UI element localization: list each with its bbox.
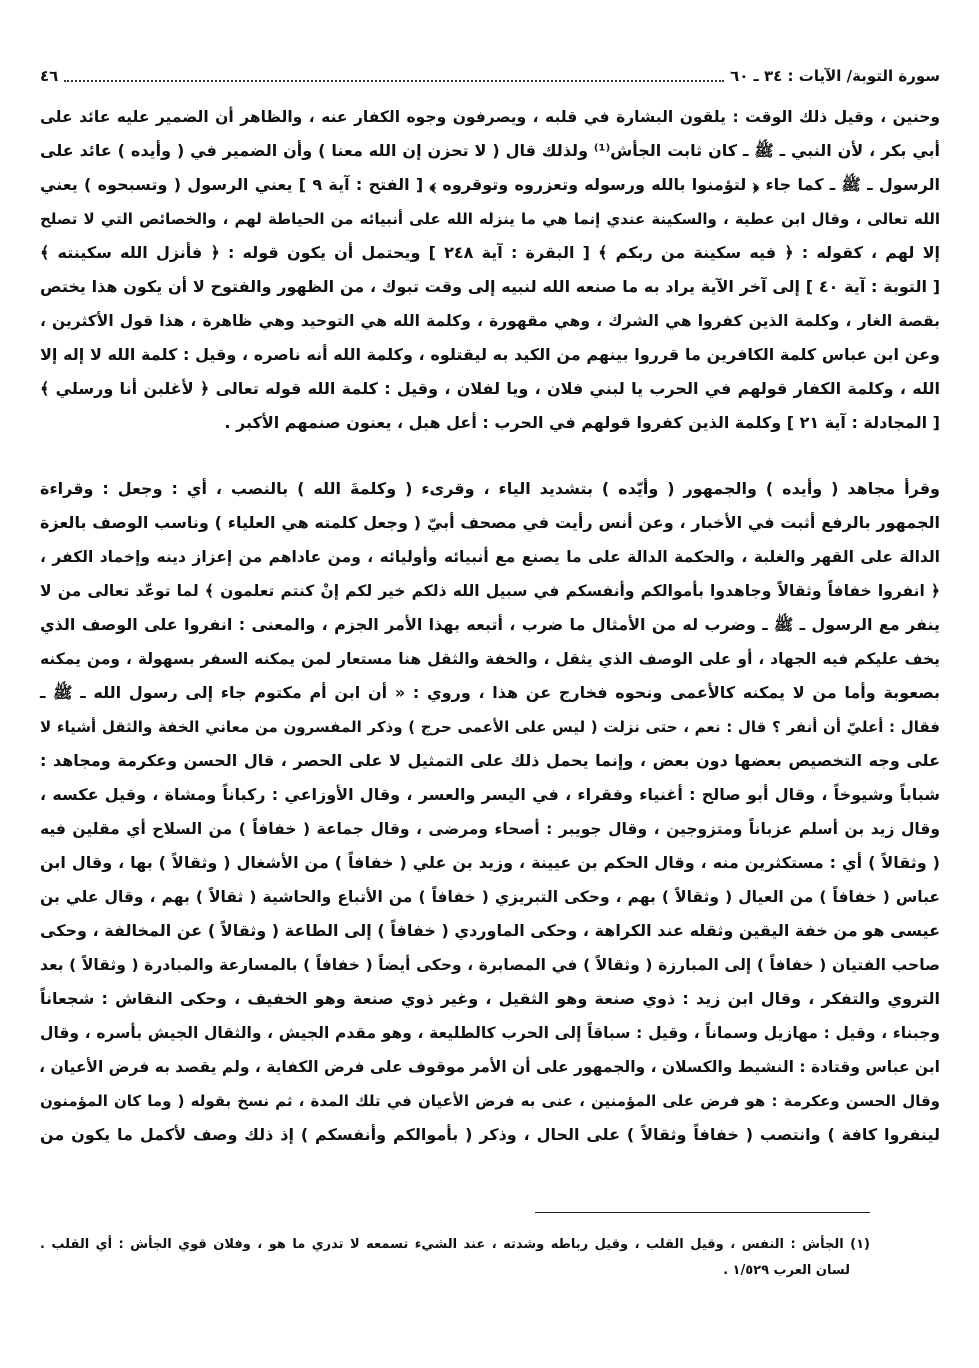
text-line: لينفروا كافة ) وانتصب ( خفافاً وثقالاً ) على الحال ، وذكر ( بأموالكم وأنفسكم ) إذ ذلك وصف لأكمل ما يكون من [40,1125,940,1144]
text-line: شباباً وشيوخاً ، وقال أبو صالح : أغنياء وفقراء ، في اليسر والعسر ، وقال الأوزاعي : ركباناً ومشاة ، وقيل عكسه ، [40,785,940,804]
text-line: فقال : أعليّ أن أنفر ؟ قال : نعم ، حتى نزلت ( ليس على الأعمى حرج ) وذكر المفسرون من معاني الخفة والثقل أشياء لا [40,718,940,736]
text-line: على وجه التخصيص بعضها دون بعض ، وإنما يحمل ذلك على التمثيل لا على الحصر ، قال الحسن وعكرمة ومجاهد : [40,751,940,770]
text-line: إلا لهم ، كقوله : ﴿ فيه سكينة من ربكم ﴾ [ البقرة : آية ٢٤٨ ] ويحتمل أن يكون قوله : ﴿ فأنزل الله سكينته ﴾ [40,243,940,262]
text-line: وقرأ مجاهد ( وأيده ) والجمهور ( وأيّده ) بتشديد الياء ، وقرىء ( وكلمةَ الله ) بالنصب ، أي : وجعل : وقراءة [40,479,940,498]
surah-title: سورة التوبة/ الآيات : ٣٤ ـ ٦٠ [730,67,940,85]
text-line: الدالة على القهر والغلبة ، والحكمة الدالة على ما يصنع مع أنبيائه وأوليائه ، ومن عاداهم من إعزاز دينه وإخماد الكفر ، [40,548,940,566]
text-line: الجمهور بالرفع أثبت في الأخبار ، وعن أنس رأيت في مصحف أبيّ ( وجعل كلمته هي العلياء ) وناسب الوصف بالعزة [40,513,940,532]
paragraph-1 [40,100,940,440]
text-line: [ التوبة : آية ٤٠ ] إلى آخر الآية يراد به ما صنعه الله لنبيه إلى وقت تبوك ، من الظهور والفتوح لا أن يكون هذا يختص [40,277,941,296]
text-line: الله تعالى ، وقال ابن عطية ، والسكينة عندي إنما هي ما ينزله الله على أنبيائه من الحياطة لهم ، والخصائص التي لا تصلح [40,210,940,228]
text-line: وعن ابن عباس كلمة الكافرين ما قرروا بينهم من الكيد به ليقتلوه ، وكلمة الله أنه ناصره ، وقيل : كلمة الله لا إله إلا [40,345,940,364]
dotted-leader [64,70,724,82]
footnote-separator [535,1212,870,1213]
running-header [40,64,940,88]
footnote [40,1232,870,1284]
footnote-line: (١) الجأش : النفس ، وقيل القلب ، وقيل رباطه وشدته ، عند الشيء تسمعه لا تدري ما هو ، وفلان قوي الجأش : أي القلب . [40,1237,870,1252]
text-line: أبي بكر ، لأن النبي ـ ﷺ ـ كان ثابت الجأش⁽¹⁾ ولذلك قال ( لا تحزن إن الله معنا ) وأن الضمير في ( وأيده ) عائد على [40,141,941,160]
page-number: ٤٦ [40,67,59,85]
text-line: عيسى هو من خفة اليقين وثقله عند الكراهة ، وحكى الماوردي ( خفافاً ) إلى الطاعة ( وثقالاً ) عن المخالفة ، وحكى [40,921,940,940]
text-line: وجبناء ، وقيل : مهازيل وسماناً ، وقيل : سباقاً إلى الحرب كالطليعة ، وهو مقدم الجيش ، والثقال الجيش بأسره ، وقال [40,1024,940,1042]
text-line: وحنين ، وقيل ذلك الوقت : يلقون البشارة في قلبه ، ويصرفون وجوه الكفار عنه ، والظاهر أن الضمير عليه عائد على [40,108,940,126]
text-line: ( وثقالاً ) أي : مستكثرين منه ، وقال الحكم بن عيينة ، وزيد بن علي ( خفافاً ) من الأشغال ( وثقالاً ) بها ، وقال ابن [40,853,940,872]
text-line: بقصة الغار ، وكلمة الذين كفروا هي الشرك ، وهي مقهورة ، وكلمة الله هي التوحيد وهي ظاهرة ، هذا قول الأكثرين ، [40,312,940,330]
text-line: الرسول ـ ﷺ ـ كما جاء ﴿ لتؤمنوا بالله ورسوله وتعزروه وتوقروه ﴾ [ الفتح : آية ٩ ] يعني الرسول ( وتسبحوه ) يعني [40,175,941,194]
text-line: التروي والتفكر ، وقال ابن زيد : ذوي صنعة وهو الثقيل ، وغير ذوي صنعة وهو الخفيف ، وحكى النقاش : شجعاناً [40,989,940,1008]
text-line: عباس ( خفافاً ) من العيال ( وثقالاً ) بهم ، وحكى التبريزي ( خفافاً ) من الأتباع والحاشية ( ثقالاً ) بهم ، وقال علي بن [40,888,940,906]
text-line: يخف عليكم فيه الجهاد ، أو على الوصف الذي يثقل ، والخفة والثقل هنا مستعار لمن يمكنه السفر بسهولة ، ومن يمكنه [40,650,940,668]
paragraph-2 [40,472,940,1152]
text-line: ﴿ انفروا خفافاً وثقالاً وجاهدوا بأموالكم وأنفسكم في سبيل الله ذلكم خير لكم إنْ كنتم تعلمون ﴾ لما توعّد تعالى من لا [40,582,940,600]
text-line: [ المجادلة : آية ٢١ ] وكلمة الذين كفروا قولهم في الحرب : أعل هبل ، يعنون صنمهم الأكبر . [224,413,940,432]
text-line: الله ، وكلمة الكفار قولهم في الحرب يا لبني فلان ، ويا لفلان ، وقيل : كلمة الله قوله تعالى ﴿ لأغلبن أنا ورسلي ﴾ [40,379,940,398]
footnote-line: لسان العرب ١/٥٢٩ . [723,1263,850,1278]
text-line: صاحب الفتيان ( خفافاً ) إلى المبارزة ( وثقالاً ) في المصابرة ، وحكى أيضاً ( خفافاً ) بالمسارعة والمبادرة ( وثقالاً ) بعد [40,956,940,974]
text-line: وقال الحسن وعكرمة : هو فرض على المؤمنين ، عنى به فرض الأعيان في تلك المدة ، ثم نسخ بقوله ( وما كان المؤمنون [40,1092,940,1110]
text-line: ابن عباس وقتادة : النشيط والكسلان ، والجمهور على أن الأمر موقوف على فرض الكفاية ، ولم يقصد به فرض الأعيان ، [39,1058,940,1076]
text-line: وقال زيد بن أسلم عزباناً ومتزوجين ، وقال جويبر : أصحاء ومرضى ، وقال جماعة ( خفافاً ) من السلاح أي مقلين فيه [40,820,940,838]
text-line: ينفر مع الرسول ـ ﷺ ـ وضرب له من الأمثال ما ضرب ، أتبعه بهذا الأمر الجزم ، والمعنى : انفروا على الوصف الذي [40,615,940,634]
text-line: بصعوبة وأما من لا يمكنه كالأعمى ونحوه فخارج عن هذا ، وروي : « أن ابن أم مكتوم جاء إلى رسول الله ـ ﷺ ـ [40,683,940,702]
